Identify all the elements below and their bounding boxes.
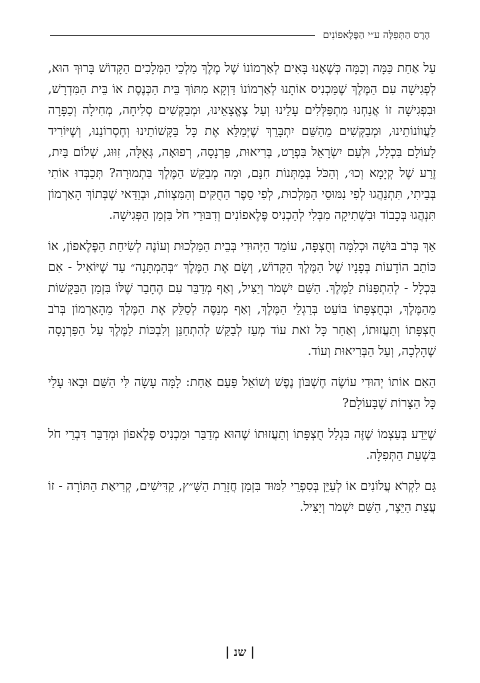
running-header-title: הֶרֶס הַתְּפִלָּה ע״י הַפֶּלֶאפוֹנִים: [322, 30, 430, 41]
page-body: [48, 58, 436, 528]
running-header: [50, 30, 430, 41]
paragraph: הַאִם אוֹתוֹ יְהוּדִי עוֹשֶׂה חֶשְׁבּוֹן נֶפֶשׁ וְשׁוֹאֵל פַּעַם אַחַת: לָמָּה עָשָׂה לִּי הַשֵּׁם וּבָאוּ עָלַי כָּל הַצָּרוֹת שֶׁבָּעוֹלָם?: [48, 375, 436, 410]
header-rule: [50, 35, 315, 36]
paragraph: עַל אַחַת כַּמָּה וְכַמָּה כְּשֶׁאָנוּ בָּאִים לְאַרְמוֹנוֹ שֶׁל מֶלֶךְ מַלְכֵי הַמְּלָכִים הַקָּדוֹשׁ בָּרוּךְ הוּא, לְפְגִישָׁה עִם הַמֶּלֶךְ שֶׁמַּכְנִיס אוֹתָנוּ לְאַרְמוֹנוֹ דַּוְקָא מִתּוֹךְ בֵּית הַכְּנֶסֶת אוֹ בֵּית הַמִּדְרָשׁ, וּבִפְגִישָׁה זוֹ אֲנַחְנוּ מִתְפַּלְּלִים עָלֵינוּ וְעַל צֶאֱצָאֵינוּ, וּמְבַקְּשִׁים סְלִיחָה, מְחִילָה וְכַפָּרָה לַעֲווֹנוֹתֵינוּ, וּמְבַקְּשִׁים מֵהַשֵּׁם יִתְבָּרֵךְ שֶׁיְּמַלֵּא אֶת כָּל בַּקָּשׁוֹתֵינוּ וְחֶסְרוֹנֵנוּ, וְשֶׁיּוֹרִיד לָעוֹלָם בִּכְלָל, וּלְעַם יִשְׂרָאֵל בִּפְרָט, בְּרִיאוּת, פַּרְנָסָה, רְפוּאָה, גְּאֻלָּה, זִוּוּג, שְׁלוֹם בַּיִת, זֶרַע שֶׁל קְיָמָא וְכוּ׳, וְהַכֹּל בְּמַתְּנוֹת חִנָּם, וּמָה מְבַקֵּשׁ הַמֶּלֶךְ בִּתְמוּרָה? תְּכַבְּדוּ אוֹתִי בְּבֵיתִי, תִּתְנַהֲגוּ לְפִי נִמּוּסֵי הַמַּלְכוּת, לְפִי סֵפֶר הַחֻקִּים וְהַמִּצְווֹת, וּבְוַדַּאי שֶׁבְּתוֹךְ הָאַרְמוֹן תִּנְהֲגוּ בְּכָבוֹד וּבִשְׁתִיקָה מִבְּלִי לְהַכְנִיס פֶּלֶאפוֹנִים וְדִבּוּרֵי חֹל בִּזְמַן הַפְּגִישָׁה.: [48, 61, 436, 222]
paragraph: גַּם לִקְרֹא עֲלוֹנִים אוֹ לְעַיֵּן בְּסִפְרֵי לִמּוּד בִּזְמַן חֲזָרַת הַשַּׁ״ץ, קַדִּישִׁים, קְרִיאַת הַתּוֹרָה - זוֹ עֲצַת הַיֵּצֶר, הַשֵּׁם יִשְׁמֹר וְיַצִּיל.: [48, 479, 436, 514]
paragraph: שֶׁיֵּדַע בְּעַצְמוֹ שֶׁזֶּה בִּגְלַל חֻצְפָּתוֹ וְתַעֲזוּתוֹ שֶׁהוּא מְדַבֵּר וּמַכְנִיס פֶּלֶאפוֹן וּמְדַבֵּר דִּבְרֵי חֹל בִּשְׁעַת הַתְּפִלָּה.: [48, 427, 436, 462]
paragraph: אַךְ בְּרֹב בּוּשָׁה וּכְלִמָּה וְחֻצְפָּה, עוֹמֵד הַיְּהוּדִי בְּבֵית הַמַּלְכוּת וְעוֹנֶה לְשִׂיחַת הַפֶּלֶאפוֹן, אוֹ כּוֹתֵב הוֹדָעוֹת בְּפָנָיו שֶׁל הַמֶּלֶךְ הַקָּדוֹשׁ, וְשָׂם אֶת הַמֶּלֶךְ ״בְּהַמְתָּנָה״ עַד שֶׁיּוֹאִיל - אִם בִּכְלָל - לְהִתְפַּנּוֹת לַמֶּלֶךְ. הַשֵּׁם יִשְׁמֹר וְיַצִּיל, וְאַף מְדַבֵּר עִם הֶחָבֵר שֶׁלּוֹ בִּזְמַן הַבַּקָּשׁוֹת מֵהַמֶּלֶךְ, וּבְחֻצְפָּתוֹ בּוֹעֵט בְּרַגְלֵי הַמֶּלֶךְ, וְאַף מְנַסֶּה לְסַלֵּק אֶת הַמֶּלֶךְ מֵהָאַרְמוֹן בְּרֹב חֻצְפָּתוֹ וְתַעֲזוּתוֹ, וְאַחַר כָּל זֹאת עוֹד מְעֵז לְבַקֵּשׁ לְהִתְחַנֵּן וְלִבְכּוֹת לַמֶּלֶךְ עַל הַפַּרְנָסָה שֶׁהָלְכָה, וְעַל הַבְּרִיאוּת וְעוֹד.: [48, 239, 436, 358]
page-number: | שנ |: [225, 645, 255, 659]
